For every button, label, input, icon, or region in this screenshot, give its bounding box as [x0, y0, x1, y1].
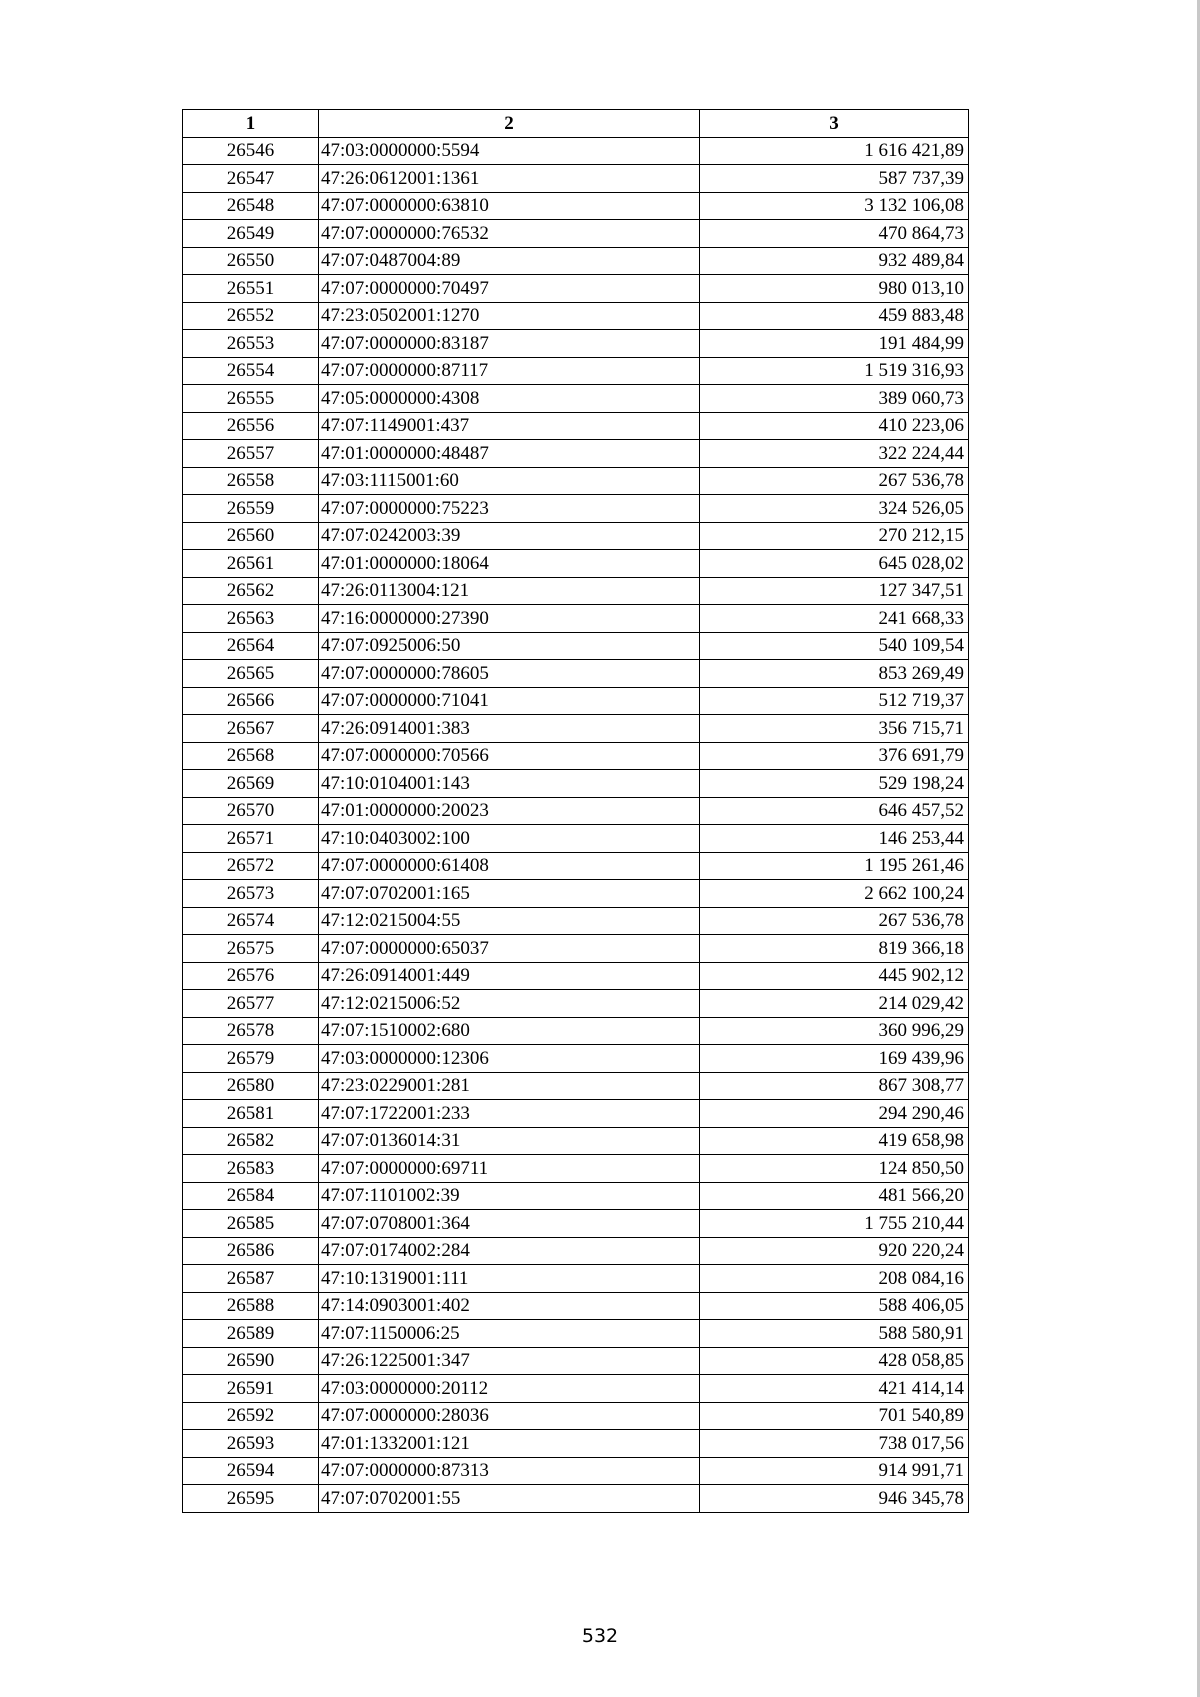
- table-row: [183, 137, 969, 165]
- amount-value: 445 902,12: [700, 962, 969, 990]
- table-row: [183, 1237, 969, 1265]
- row-number: 26560: [183, 522, 319, 550]
- cadastral-number: 47:26:1225001:347: [319, 1347, 700, 1375]
- amount-value: 920 220,24: [700, 1237, 969, 1265]
- amount-value: 588 580,91: [700, 1320, 969, 1348]
- amount-value: 701 540,89: [700, 1402, 969, 1430]
- amount-value: 360 996,29: [700, 1017, 969, 1045]
- row-number: 26572: [183, 852, 319, 880]
- amount-value: 470 864,73: [700, 220, 969, 248]
- row-number: 26585: [183, 1210, 319, 1238]
- table-row: [183, 852, 969, 880]
- cadastral-number: 47:07:0702001:165: [319, 880, 700, 908]
- table-row: [183, 302, 969, 330]
- row-number: 26586: [183, 1237, 319, 1265]
- amount-value: 324 526,05: [700, 495, 969, 523]
- row-number: 26593: [183, 1430, 319, 1458]
- row-number: 26555: [183, 385, 319, 413]
- row-number: 26564: [183, 632, 319, 660]
- table-row: [183, 220, 969, 248]
- cadastral-number: 47:23:0502001:1270: [319, 302, 700, 330]
- amount-value: 946 345,78: [700, 1485, 969, 1513]
- row-number: 26561: [183, 550, 319, 578]
- cadastral-number: 47:07:0000000:75223: [319, 495, 700, 523]
- table-row: [183, 1045, 969, 1073]
- cadastral-number: 47:07:0000000:78605: [319, 660, 700, 688]
- cadastral-number: 47:07:0000000:71041: [319, 687, 700, 715]
- table-row: [183, 247, 969, 275]
- cadastral-number: 47:07:0242003:39: [319, 522, 700, 550]
- table-row: [183, 1210, 969, 1238]
- table-row: [183, 1347, 969, 1375]
- cadastral-number: 47:03:0000000:12306: [319, 1045, 700, 1073]
- table-row: [183, 1265, 969, 1293]
- row-number: 26570: [183, 797, 319, 825]
- column-header-1: 1: [183, 110, 319, 138]
- table-row: [183, 825, 969, 853]
- cadastral-number: 47:07:1150006:25: [319, 1320, 700, 1348]
- table-row: [183, 467, 969, 495]
- table-row: [183, 412, 969, 440]
- amount-value: 322 224,44: [700, 440, 969, 468]
- row-number: 26557: [183, 440, 319, 468]
- row-number: 26553: [183, 330, 319, 358]
- amount-value: 645 028,02: [700, 550, 969, 578]
- cadastral-number: 47:07:0000000:76532: [319, 220, 700, 248]
- data-table: [182, 109, 969, 1513]
- table-row: [183, 330, 969, 358]
- amount-value: 419 658,98: [700, 1127, 969, 1155]
- table-row: [183, 357, 969, 385]
- amount-value: 376 691,79: [700, 742, 969, 770]
- table-row: [183, 1127, 969, 1155]
- amount-value: 124 850,50: [700, 1155, 969, 1183]
- amount-value: 1 519 316,93: [700, 357, 969, 385]
- cadastral-number: 47:07:1510002:680: [319, 1017, 700, 1045]
- amount-value: 738 017,56: [700, 1430, 969, 1458]
- row-number: 26592: [183, 1402, 319, 1430]
- row-number: 26580: [183, 1072, 319, 1100]
- amount-value: 588 406,05: [700, 1292, 969, 1320]
- row-number: 26551: [183, 275, 319, 303]
- table-row: [183, 990, 969, 1018]
- table-row: [183, 577, 969, 605]
- cadastral-number: 47:07:0000000:69711: [319, 1155, 700, 1183]
- table-row: [183, 605, 969, 633]
- row-number: 26548: [183, 192, 319, 220]
- cadastral-number: 47:01:0000000:48487: [319, 440, 700, 468]
- row-number: 26582: [183, 1127, 319, 1155]
- row-number: 26581: [183, 1100, 319, 1128]
- amount-value: 914 991,71: [700, 1457, 969, 1485]
- table-row: [183, 1072, 969, 1100]
- cadastral-number: 47:07:1722001:233: [319, 1100, 700, 1128]
- row-number: 26589: [183, 1320, 319, 1348]
- table-row: [183, 1375, 969, 1403]
- table-row: [183, 1100, 969, 1128]
- cadastral-number: 47:07:0000000:87117: [319, 357, 700, 385]
- cadastral-number: 47:07:0136014:31: [319, 1127, 700, 1155]
- amount-value: 410 223,06: [700, 412, 969, 440]
- row-number: 26558: [183, 467, 319, 495]
- amount-value: 2 662 100,24: [700, 880, 969, 908]
- amount-value: 267 536,78: [700, 907, 969, 935]
- cadastral-number: 47:10:0104001:143: [319, 770, 700, 798]
- row-number: 26577: [183, 990, 319, 1018]
- row-number: 26556: [183, 412, 319, 440]
- table-header-row: [183, 110, 969, 138]
- table-row: [183, 1430, 969, 1458]
- row-number: 26594: [183, 1457, 319, 1485]
- amount-value: 646 457,52: [700, 797, 969, 825]
- table-row: [183, 1292, 969, 1320]
- amount-value: 540 109,54: [700, 632, 969, 660]
- table-row: [183, 962, 969, 990]
- row-number: 26583: [183, 1155, 319, 1183]
- cadastral-number: 47:16:0000000:27390: [319, 605, 700, 633]
- amount-value: 481 566,20: [700, 1182, 969, 1210]
- amount-value: 146 253,44: [700, 825, 969, 853]
- amount-value: 867 308,77: [700, 1072, 969, 1100]
- amount-value: 267 536,78: [700, 467, 969, 495]
- amount-value: 819 366,18: [700, 935, 969, 963]
- amount-value: 169 439,96: [700, 1045, 969, 1073]
- cadastral-number: 47:07:0702001:55: [319, 1485, 700, 1513]
- table-body: [183, 137, 969, 1512]
- cadastral-number: 47:03:0000000:20112: [319, 1375, 700, 1403]
- cadastral-number: 47:07:1149001:437: [319, 412, 700, 440]
- row-number: 26584: [183, 1182, 319, 1210]
- amount-value: 932 489,84: [700, 247, 969, 275]
- row-number: 26566: [183, 687, 319, 715]
- cadastral-number: 47:10:1319001:111: [319, 1265, 700, 1293]
- table-row: [183, 1457, 969, 1485]
- cadastral-number: 47:07:0000000:65037: [319, 935, 700, 963]
- table-row: [183, 275, 969, 303]
- cadastral-number: 47:26:0914001:449: [319, 962, 700, 990]
- cadastral-number: 47:07:0000000:87313: [319, 1457, 700, 1485]
- cadastral-number: 47:26:0113004:121: [319, 577, 700, 605]
- row-number: 26568: [183, 742, 319, 770]
- cadastral-number: 47:07:0000000:83187: [319, 330, 700, 358]
- cadastral-number: 47:07:0487004:89: [319, 247, 700, 275]
- row-number: 26550: [183, 247, 319, 275]
- row-number: 26571: [183, 825, 319, 853]
- amount-value: 270 212,15: [700, 522, 969, 550]
- amount-value: 421 414,14: [700, 1375, 969, 1403]
- row-number: 26588: [183, 1292, 319, 1320]
- cadastral-number: 47:05:0000000:4308: [319, 385, 700, 413]
- cadastral-number: 47:07:0925006:50: [319, 632, 700, 660]
- table-row: [183, 715, 969, 743]
- row-number: 26565: [183, 660, 319, 688]
- cadastral-number: 47:23:0229001:281: [319, 1072, 700, 1100]
- table-row: [183, 880, 969, 908]
- table-row: [183, 660, 969, 688]
- table-row: [183, 550, 969, 578]
- row-number: 26574: [183, 907, 319, 935]
- table-row: [183, 1182, 969, 1210]
- amount-value: 294 290,46: [700, 1100, 969, 1128]
- cadastral-number: 47:14:0903001:402: [319, 1292, 700, 1320]
- row-number: 26587: [183, 1265, 319, 1293]
- table-row: [183, 522, 969, 550]
- table-row: [183, 1320, 969, 1348]
- amount-value: 853 269,49: [700, 660, 969, 688]
- table-row: [183, 742, 969, 770]
- cadastral-number: 47:26:0612001:1361: [319, 165, 700, 193]
- row-number: 26562: [183, 577, 319, 605]
- cadastral-number: 47:03:0000000:5594: [319, 137, 700, 165]
- amount-value: 191 484,99: [700, 330, 969, 358]
- row-number: 26569: [183, 770, 319, 798]
- table-row: [183, 935, 969, 963]
- table-row: [183, 1155, 969, 1183]
- cadastral-number: 47:07:0000000:63810: [319, 192, 700, 220]
- row-number: 26579: [183, 1045, 319, 1073]
- amount-value: 208 084,16: [700, 1265, 969, 1293]
- cadastral-number: 47:07:0000000:28036: [319, 1402, 700, 1430]
- row-number: 26595: [183, 1485, 319, 1513]
- cadastral-number: 47:10:0403002:100: [319, 825, 700, 853]
- cadastral-number: 47:12:0215004:55: [319, 907, 700, 935]
- table-row: [183, 797, 969, 825]
- table-row: [183, 1017, 969, 1045]
- row-number: 26547: [183, 165, 319, 193]
- row-number: 26578: [183, 1017, 319, 1045]
- row-number: 26552: [183, 302, 319, 330]
- amount-value: 529 198,24: [700, 770, 969, 798]
- amount-value: 587 737,39: [700, 165, 969, 193]
- table-row: [183, 165, 969, 193]
- amount-value: 1 195 261,46: [700, 852, 969, 880]
- row-number: 26546: [183, 137, 319, 165]
- row-number: 26576: [183, 962, 319, 990]
- amount-value: 1 755 210,44: [700, 1210, 969, 1238]
- amount-value: 512 719,37: [700, 687, 969, 715]
- row-number: 26575: [183, 935, 319, 963]
- table-row: [183, 385, 969, 413]
- amount-value: 980 013,10: [700, 275, 969, 303]
- table-row: [183, 632, 969, 660]
- cadastral-number: 47:01:1332001:121: [319, 1430, 700, 1458]
- cadastral-number: 47:07:0000000:70566: [319, 742, 700, 770]
- table-row: [183, 495, 969, 523]
- amount-value: 241 668,33: [700, 605, 969, 633]
- cadastral-number: 47:07:0000000:61408: [319, 852, 700, 880]
- table-row: [183, 440, 969, 468]
- row-number: 26591: [183, 1375, 319, 1403]
- cadastral-number: 47:12:0215006:52: [319, 990, 700, 1018]
- column-header-3: 3: [700, 110, 969, 138]
- amount-value: 356 715,71: [700, 715, 969, 743]
- cadastral-number: 47:07:0000000:70497: [319, 275, 700, 303]
- amount-value: 459 883,48: [700, 302, 969, 330]
- amount-value: 389 060,73: [700, 385, 969, 413]
- cadastral-number: 47:01:0000000:20023: [319, 797, 700, 825]
- cadastral-number: 47:01:0000000:18064: [319, 550, 700, 578]
- row-number: 26549: [183, 220, 319, 248]
- table-row: [183, 192, 969, 220]
- cadastral-number: 47:03:1115001:60: [319, 467, 700, 495]
- row-number: 26573: [183, 880, 319, 908]
- cadastral-number: 47:07:1101002:39: [319, 1182, 700, 1210]
- table-row: [183, 907, 969, 935]
- column-header-2: 2: [319, 110, 700, 138]
- amount-value: 1 616 421,89: [700, 137, 969, 165]
- row-number: 26563: [183, 605, 319, 633]
- amount-value: 127 347,51: [700, 577, 969, 605]
- row-number: 26554: [183, 357, 319, 385]
- cadastral-number: 47:07:0174002:284: [319, 1237, 700, 1265]
- table-row: [183, 687, 969, 715]
- cadastral-number: 47:26:0914001:383: [319, 715, 700, 743]
- amount-value: 3 132 106,08: [700, 192, 969, 220]
- row-number: 26567: [183, 715, 319, 743]
- table-row: [183, 770, 969, 798]
- row-number: 26590: [183, 1347, 319, 1375]
- cadastral-number: 47:07:0708001:364: [319, 1210, 700, 1238]
- row-number: 26559: [183, 495, 319, 523]
- table-row: [183, 1485, 969, 1513]
- amount-value: 214 029,42: [700, 990, 969, 1018]
- table-row: [183, 1402, 969, 1430]
- amount-value: 428 058,85: [700, 1347, 969, 1375]
- page-number: 532: [581, 1625, 619, 1647]
